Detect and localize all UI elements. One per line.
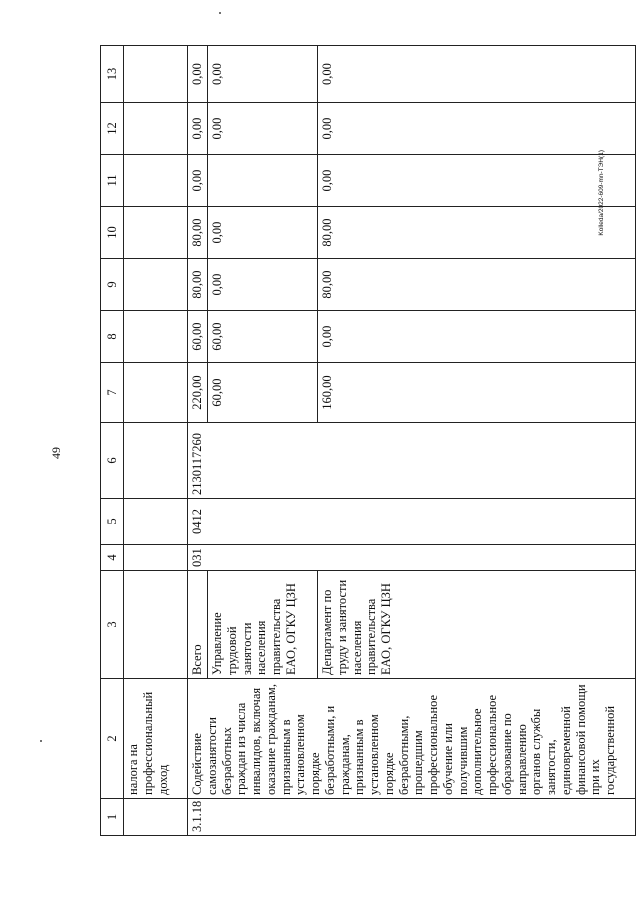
- col-header-5: 5: [101, 499, 124, 545]
- grbs-code: 031: [188, 545, 636, 571]
- col-header-6: 6: [101, 423, 124, 499]
- year-value: [208, 155, 318, 207]
- col-header-11: 11: [101, 155, 124, 207]
- executor-name: Департамент по труду и занятости населения правительства ЕАО, ОГКУ ЦЗН: [318, 571, 636, 679]
- col-header-3: 3: [101, 571, 124, 679]
- year-value: 0,00: [188, 46, 208, 103]
- year-value: 0,00: [188, 103, 208, 155]
- continuation-row: [124, 46, 188, 836]
- year-value: 80,00: [188, 207, 208, 259]
- total-value: 220,00: [188, 363, 208, 423]
- year-value: 60,00: [208, 311, 318, 363]
- program-table: [100, 45, 636, 836]
- col-header-2: 2: [101, 679, 124, 799]
- year-value: 0,00: [208, 46, 318, 103]
- continuation-text: налога на профессиональный доход: [124, 679, 188, 799]
- table-row-total: [188, 46, 208, 836]
- col-header-7: 7: [101, 363, 124, 423]
- year-value: 0,00: [208, 103, 318, 155]
- year-value: 60,00: [188, 311, 208, 363]
- rotated-table: [100, 46, 636, 836]
- column-number-row: [101, 46, 124, 836]
- total-value: 60,00: [208, 363, 318, 423]
- row-name: Содействие самозанятости безработных граждан из числа инвалидов, включая оказание гражданам, признанным в установленном порядке безработными, и гражданам, признанным в установленном порядке безработными, прошедшим профессиональное обучение или получившим дополнительное профессиональное образование по направлению органов службы занятости, единовременной финансовой помощи при их государственной: [188, 679, 636, 799]
- executor-name: Всего: [188, 571, 208, 679]
- col-header-9: 9: [101, 259, 124, 311]
- year-value: 0,00: [208, 207, 318, 259]
- document-code: Kolleda/2022-609-mn-TЭH(1): [598, 150, 605, 236]
- col-header-1: 1: [101, 799, 124, 836]
- year-value: 0,00: [318, 103, 636, 155]
- year-value: 0,00: [318, 46, 636, 103]
- scan-speck: [40, 740, 42, 742]
- rzpr-code: 0412: [188, 499, 636, 545]
- row-code: 3.1.18: [188, 799, 636, 836]
- year-value: 0,00: [208, 259, 318, 311]
- col-header-10: 10: [101, 207, 124, 259]
- year-value: 80,00: [318, 259, 636, 311]
- col-header-12: 12: [101, 103, 124, 155]
- col-header-8: 8: [101, 311, 124, 363]
- year-value: 0,00: [188, 155, 208, 207]
- year-value: 0,00: [318, 155, 636, 207]
- year-value: 80,00: [188, 259, 208, 311]
- rotated-table-wrapper: [100, 46, 636, 836]
- col-header-4: 4: [101, 545, 124, 571]
- csr-code: 2130117260: [188, 423, 636, 499]
- scan-speck: [219, 12, 221, 14]
- page-number: 49: [49, 447, 63, 459]
- col-header-13: 13: [101, 46, 124, 103]
- total-value: 160,00: [318, 363, 636, 423]
- year-value: 0,00: [318, 311, 636, 363]
- executor-name: Управление трудовой занятости населения правительства ЕАО, ОГКУ ЦЗН: [208, 571, 318, 679]
- year-value: 80,00: [318, 207, 636, 259]
